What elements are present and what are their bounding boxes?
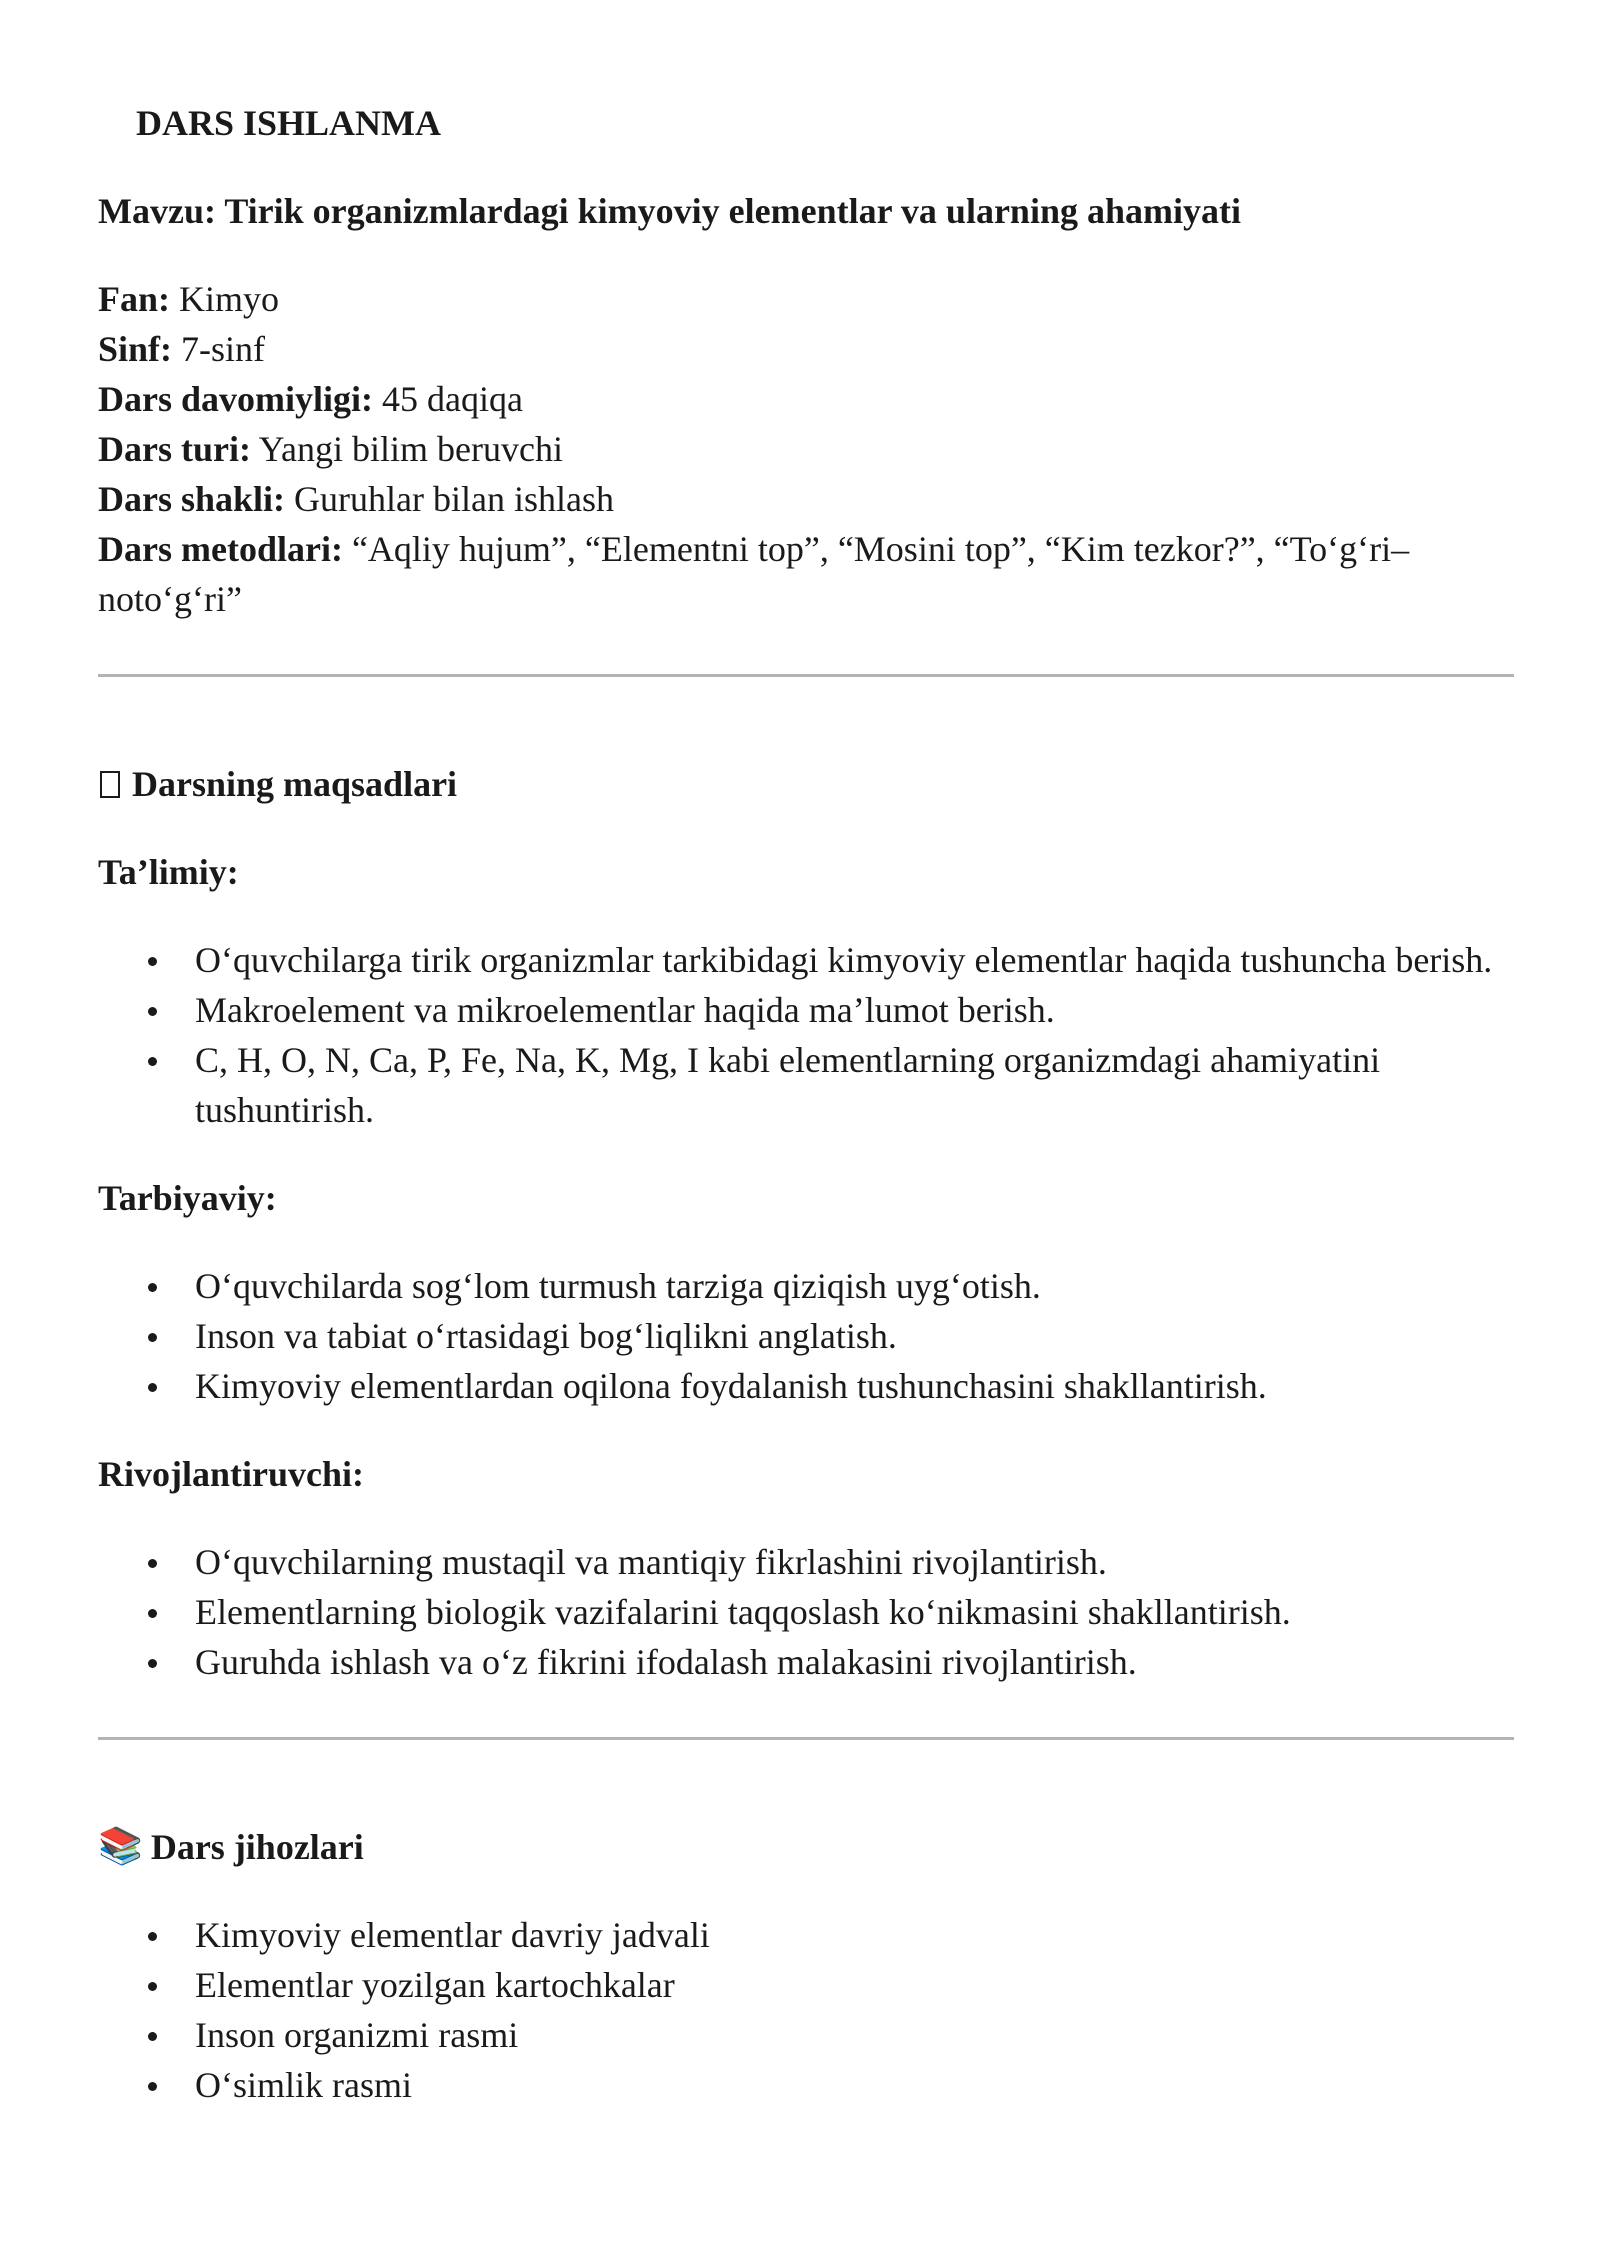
equipment-heading [98, 1822, 1500, 1872]
upbringing-goals-list [98, 1261, 1500, 1411]
books-icon: 📚 [98, 1826, 143, 1867]
list-item: O‘quvchilarda sog‘lom turmush tarziga qiziqish uyg‘otish. [195, 1261, 1500, 1311]
meta-key: Dars shakli: [98, 479, 286, 519]
developmental-goals-list [98, 1537, 1500, 1687]
list-item: O‘quvchilarning mustaqil va mantiqiy fikrlashini rivojlantirish. [195, 1537, 1500, 1587]
meta-key: Dars davomiyligi: [98, 379, 373, 419]
meta-value: “Aqliy hujum”, “Elementni top”, “Mosini top”, “Kim tezkor?”, “To‘g‘ri–noto‘g‘ri” [98, 529, 1410, 619]
meta-value: 45 daqiqa [373, 379, 523, 419]
meta-subject [98, 274, 1500, 324]
list-item: Guruhda ishlash va o‘z fikrini ifodalash malakasini rivojlantirish. [195, 1637, 1500, 1687]
horizontal-divider [98, 674, 1514, 677]
equipment-list [98, 1910, 1500, 2110]
meta-grade [98, 324, 1500, 374]
meta-duration [98, 374, 1500, 424]
educational-goals-title: Ta’limiy: [98, 852, 239, 892]
list-item: Inson organizmi rasmi [195, 2010, 1500, 2060]
list-item: Makroelement va mikroelementlar haqida ma’lumot berish. [195, 985, 1500, 1035]
lesson-topic: Mavzu: Tirik organizmlardagi kimyoviy elementlar va ularning ahamiyati [98, 191, 1241, 231]
list-item: Elementlar yozilgan kartochkalar [195, 1960, 1500, 2010]
missing-glyph-box-icon [100, 771, 120, 798]
horizontal-divider [98, 1737, 1514, 1740]
meta-key: Dars turi: [98, 429, 251, 469]
meta-lesson-type [98, 424, 1500, 474]
meta-value: Guruhlar bilan ishlash [285, 479, 614, 519]
list-item: O‘simlik rasmi [195, 2060, 1500, 2110]
meta-key: Fan: [98, 279, 170, 319]
meta-methods [98, 524, 1500, 624]
document-title: DARS ISHLANMA [136, 103, 442, 143]
equipment-heading-text: Dars jihozlari [150, 1827, 364, 1867]
upbringing-goals-title: Tarbiyaviy: [98, 1178, 277, 1218]
goals-heading-text: Darsning maqsadlari [132, 764, 458, 804]
educational-goals-list [98, 935, 1500, 1135]
meta-value: 7-sinf [172, 329, 266, 369]
list-item: O‘quvchilarga tirik organizmlar tarkibidagi kimyoviy elementlar haqida tushuncha berish. [195, 935, 1500, 985]
list-item: Elementlarning biologik vazifalarini taqqoslash ko‘nikmasini shakllantirish. [195, 1587, 1500, 1637]
goals-heading [98, 759, 1500, 809]
meta-lesson-form [98, 474, 1500, 524]
meta-key: Dars metodlari: [98, 529, 343, 569]
developmental-goals-title: Rivojlantiruvchi: [98, 1454, 364, 1494]
list-item: Inson va tabiat o‘rtasidagi bog‘liqlikni anglatish. [195, 1311, 1500, 1361]
meta-value: Yangi bilim beruvchi [250, 429, 563, 469]
meta-key: Sinf: [98, 329, 173, 369]
lesson-meta [98, 274, 1500, 624]
list-item: C, H, O, N, Ca, P, Fe, Na, K, Mg, I kabi elementlarning organizmdagi ahamiyatini tushuntirish. [195, 1035, 1500, 1135]
list-item: Kimyoviy elementlar davriy jadvali [195, 1910, 1500, 1960]
list-item: Kimyoviy elementlardan oqilona foydalanish tushunchasini shakllantirish. [195, 1361, 1500, 1411]
meta-value: Kimyo [170, 279, 280, 319]
